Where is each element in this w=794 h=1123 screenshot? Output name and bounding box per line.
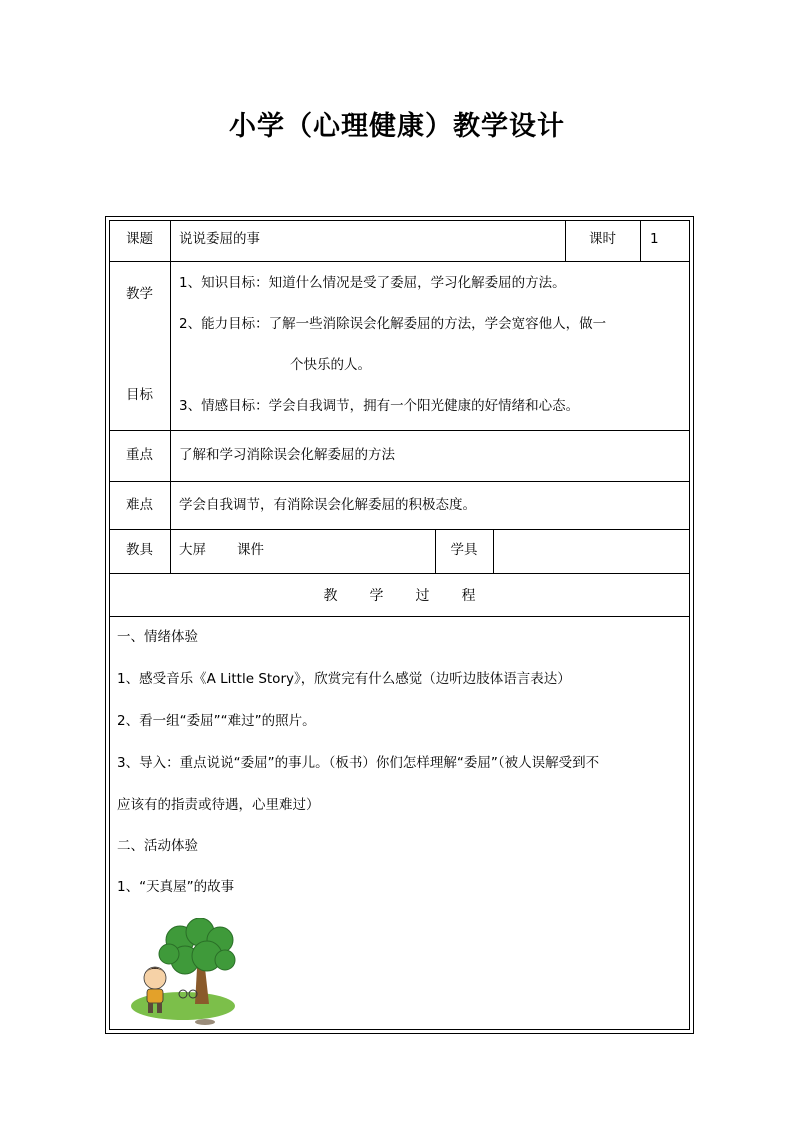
period-label: 课时 bbox=[589, 231, 616, 247]
process-step: 3、导入：重点说说“委屈”的事儿。（板书）你们怎样理解“委屈”（被人误解受到不 bbox=[117, 755, 600, 771]
student-tools-label: 学具 bbox=[450, 542, 478, 558]
goal-item: 1、知识目标：知道什么情况是受了委屈，学习化解委屈的方法。 bbox=[179, 275, 566, 291]
tree-canopy bbox=[159, 918, 235, 974]
topic-label: 课题 bbox=[126, 231, 153, 247]
teaching-tools-value: 课件 bbox=[237, 542, 264, 558]
goals-label-bottom: 目标 bbox=[126, 387, 153, 403]
process-header: 教学过程 bbox=[323, 588, 508, 604]
column-divider bbox=[170, 220, 171, 573]
goals-label-top: 教学 bbox=[126, 286, 153, 302]
difficulty-value: 学会自我调节，有消除误会化解委屈的积极态度。 bbox=[179, 497, 476, 513]
goal-item: 2、能力目标：了解一些消除误会化解委屈的方法，学会宽容他人，做一 bbox=[179, 316, 607, 332]
column-divider bbox=[493, 529, 494, 573]
section-heading: 二、活动体验 bbox=[117, 838, 198, 854]
column-divider bbox=[640, 220, 641, 261]
row-divider bbox=[109, 616, 690, 617]
table-inner-border bbox=[109, 220, 690, 1030]
process-step: 2、看一组“委屈”“难过”的照片。 bbox=[117, 713, 316, 729]
period-value: 1 bbox=[650, 231, 659, 247]
goal-item: 个快乐的人。 bbox=[290, 357, 371, 373]
key-point-label: 重点 bbox=[126, 447, 153, 463]
row-divider bbox=[109, 573, 690, 574]
process-step: 1、“天真屋”的故事 bbox=[117, 879, 235, 895]
key-point-value: 了解和学习消除误会化解委屈的方法 bbox=[179, 447, 395, 463]
row-divider bbox=[109, 529, 690, 530]
stone bbox=[195, 1019, 215, 1025]
document-title: 小学（心理健康）教学设计 bbox=[229, 111, 565, 142]
teaching-tools-label: 教具 bbox=[126, 542, 153, 558]
difficulty-label: 难点 bbox=[126, 497, 153, 513]
row-divider bbox=[109, 261, 690, 262]
tree-trunk bbox=[195, 968, 209, 1004]
row-divider bbox=[109, 430, 690, 431]
topic-value: 说说委屈的事 bbox=[179, 231, 260, 247]
section-heading: 一、情绪体验 bbox=[117, 629, 198, 645]
teaching-tools-value: 大屏 bbox=[179, 542, 206, 558]
row-divider bbox=[109, 481, 690, 482]
process-step: 1、感受音乐《A Little Story》，欣赏完有什么感觉（边听边肢体语言表达） bbox=[117, 671, 571, 687]
process-step: 应该有的指责或待遇，心里难过） bbox=[117, 797, 320, 813]
boy-under-tree-illustration bbox=[125, 918, 245, 1028]
goal-item: 3、情感目标：学会自我调节，拥有一个阳光健康的好情绪和心态。 bbox=[179, 398, 580, 414]
